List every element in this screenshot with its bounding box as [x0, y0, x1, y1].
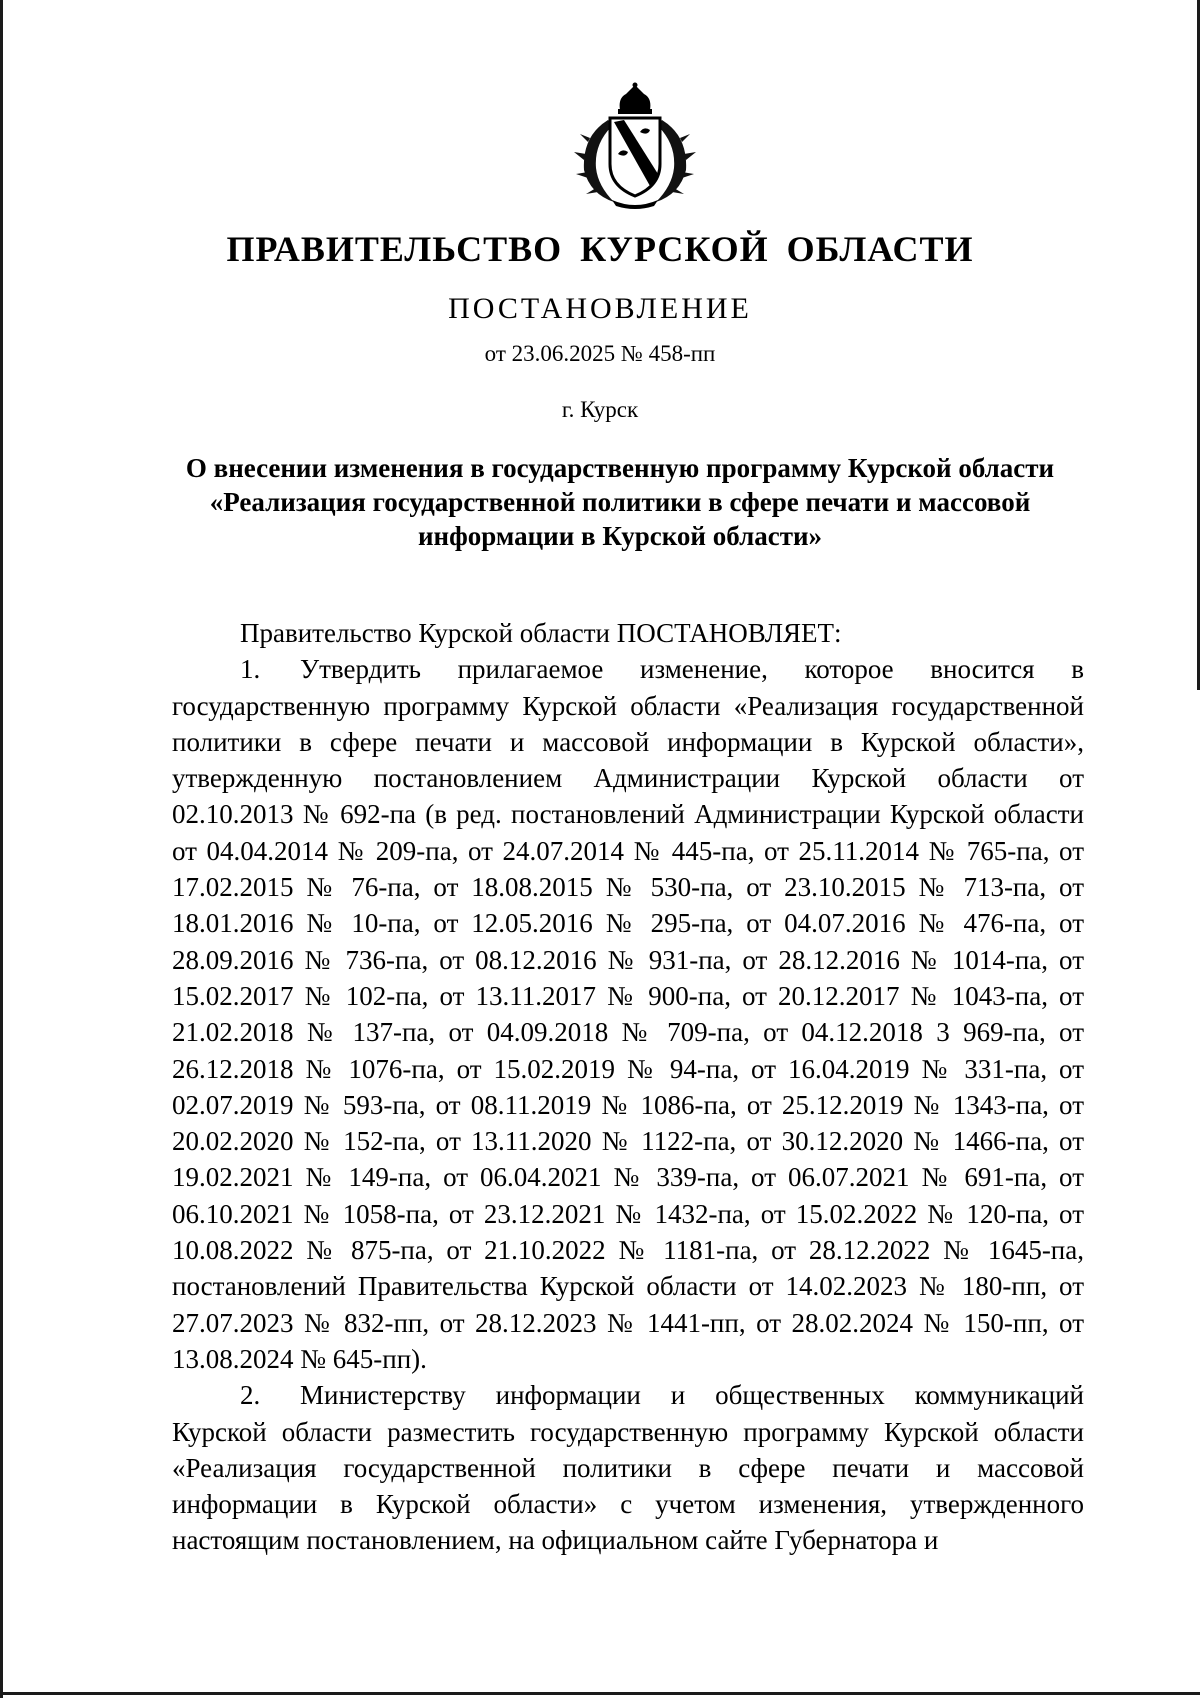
subject-line: О внесении изменения в государственную программу Курской области: [185, 453, 1055, 483]
preamble: Правительство Курской области ПОСТАНОВЛЯЕТ:: [240, 618, 842, 648]
scan-edge-bottom: [0, 1692, 1200, 1695]
paragraph-2: [172, 1377, 1084, 1558]
coat-of-arms-icon: [568, 82, 702, 212]
document-type: ПОСТАНОВЛЕНИЕ: [448, 292, 752, 325]
paragraph-number: 2.: [240, 1380, 261, 1411]
paragraph-number: 1.: [240, 654, 261, 685]
document-subject: [140, 451, 1100, 553]
subject-line: «Реализация государственной политики в сфере печати и массовой: [209, 487, 1031, 517]
document-date-number: от 23.06.2025 № 458-пп: [484, 341, 716, 366]
subject-line: информации в Курской области»: [417, 521, 823, 551]
paragraph-text: Утвердить прилагаемое изменение, которое вносится в государственную программу Курской области «Реализация государственной политики в сфере печати и массовой информации в Курской области», утвержденную постановлением Администрации Курской области от 02.10.2013 № 692-па (в ред. постановлений Администрации Курской области от 04.04.2014 № 209-па, от 24.07.2014 № 445-па, от 25.11.2014 № 765-па, от 17.02.2015 № 76-па, от 18.08.2015 № 530-па, от 23.10.2015 № 713-па, от 18.01.2016 № 10-па, от 12.05.2016 № 295-па, от 04.07.2016 № 476-па, от 28.09.2016 № 736-па, от 08.12.2016 № 931-па, от 28.12.2016 № 1014-па, от 15.02.2017 № 102-па, от 13.11.2017 № 900-па, от 20.12.2017 № 1043-па, от 21.02.2018 № 137-па, от 04.09.2018 № 709-па, от 04.12.2018 3 969-па, от 26.12.2018 № 1076-па, от 15.02.2019 № 94-па, от 16.04.2019 № 331-па, от 02.07.2019 № 593-па, от 08.11.2019 № 1086-па, от 25.12.2019 № 1343-па, от 20.02.2020 № 152-па, от 13.11.2020 № 1122-па, от 30.12.2020 № 1466-па, от 19.02.2021 № 149-па, от 06.04.2021 № 339-па, от 06.07.2021 № 691-па, от 06.10.2021 № 1058-па, от 23.12.2021 № 1432-па, от 15.02.2022 № 120-па, от 10.08.2022 № 875-па, от 21.10.2022 № 1181-па, от 28.12.2022 № 1645-па, постановлений Правительства Курской области от 14.02.2023 № 180-пп, от 27.07.2023 № 832-пп, от 28.12.2023 № 1441-пп, от 28.02.2024 № 150-пп, от 13.08.2024 № 645-пп).: [172, 654, 1084, 1374]
paragraph-1: [172, 651, 1084, 1377]
paragraph-text: Министерству информации и общественных коммуникаций Курской области разместить государственную программу Курской области «Реализация государственной политики в сфере печати и массовой информации в Курской области» с учетом изменения, утвержденного настоящим постановлением, на официальном сайте Губернатора и: [172, 1380, 1084, 1556]
document-place: г. Курск: [561, 397, 639, 422]
organization-title: ПРАВИТЕЛЬСТВО КУРСКОЙ ОБЛАСТИ: [226, 229, 974, 269]
document-body: [172, 615, 1084, 1559]
